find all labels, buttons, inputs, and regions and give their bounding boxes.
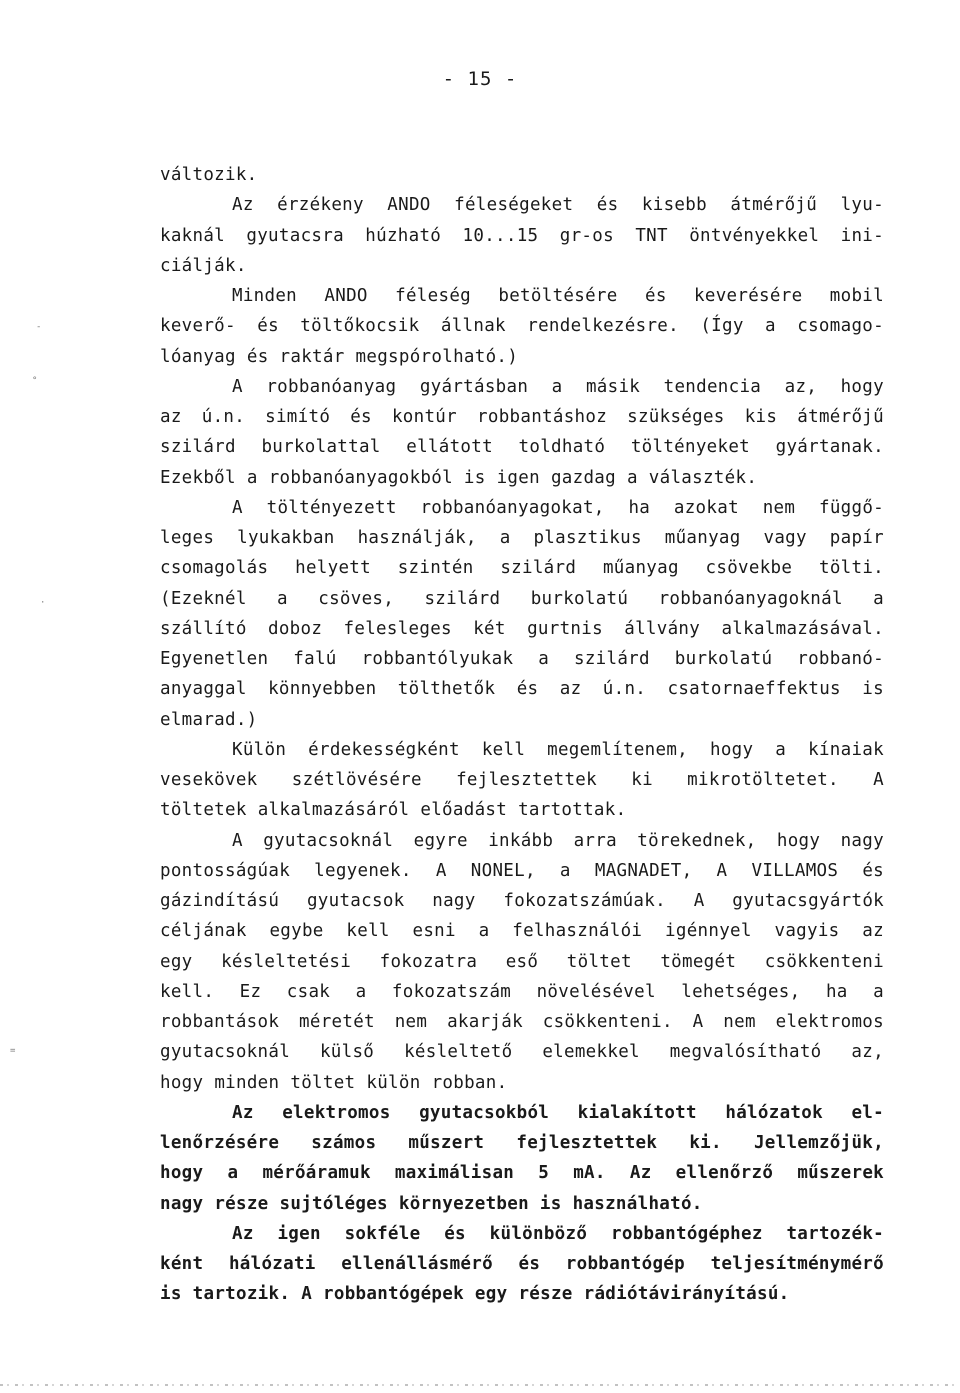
text-line: [160, 916, 884, 946]
word: robbantólyukak: [361, 649, 514, 669]
word: különböző: [489, 1223, 588, 1244]
word: elemekkel: [542, 1042, 640, 1063]
word: az: [559, 679, 582, 700]
word: környezetben: [398, 1193, 529, 1214]
word: betöltésére: [498, 286, 618, 306]
word: ú.n.: [201, 407, 246, 427]
word: csövekbe: [705, 558, 793, 579]
word: fejlesztettek: [456, 770, 597, 790]
text-line: [160, 765, 884, 795]
scan-speck: -: [36, 322, 42, 332]
word: állnak: [440, 316, 506, 337]
word: gyutacsoknál: [160, 1042, 291, 1063]
word: falú: [293, 649, 337, 669]
word: (Így: [700, 316, 744, 337]
word: robbantások: [160, 1012, 280, 1032]
word: a: [775, 739, 787, 760]
word: tartozék-: [786, 1223, 884, 1244]
word: a: [277, 588, 288, 609]
word: egy: [474, 1284, 508, 1305]
word: könnyebben: [268, 679, 377, 700]
text-line: [160, 674, 884, 704]
word: robban.: [431, 1072, 508, 1093]
text-line: [160, 251, 884, 281]
word: egyre: [413, 830, 468, 851]
word: robbanóanyagokat,: [420, 497, 605, 518]
word: elektromos: [775, 1012, 884, 1032]
word: A: [692, 1012, 704, 1032]
word: csöves,: [318, 588, 395, 609]
word: Egyenetlen: [160, 649, 269, 669]
word: törekednek,: [637, 830, 757, 851]
word: robbantógépek: [323, 1284, 464, 1305]
word: hálózatok: [725, 1102, 823, 1123]
word: tömegét: [660, 951, 737, 972]
word: A: [232, 497, 243, 518]
word: tendencia: [663, 376, 762, 397]
text-line: [160, 311, 884, 341]
word: legyenek.: [314, 860, 412, 881]
word: hogy: [776, 830, 821, 851]
word: a: [478, 921, 490, 942]
word: alkalmazásáról: [257, 800, 410, 821]
word: NONEL,: [470, 860, 536, 881]
word: választék.: [648, 467, 758, 488]
text-line: [160, 1219, 884, 1249]
word: kis: [744, 407, 778, 427]
word: mérőáramuk: [262, 1163, 371, 1184]
scan-speck: ·: [40, 598, 46, 608]
word: simító: [265, 407, 331, 427]
word: ki.: [689, 1133, 722, 1153]
word: és: [644, 286, 667, 306]
word: műszert: [408, 1133, 485, 1153]
word: Az: [232, 195, 254, 216]
text-line: [160, 886, 884, 916]
word: az,: [784, 376, 818, 397]
word: ú.n.: [602, 679, 647, 700]
word: pontosságúak: [160, 860, 291, 881]
word: is: [539, 1193, 562, 1214]
word: szilárd: [500, 558, 577, 579]
word: is: [463, 467, 486, 488]
word: kínaiak: [808, 739, 884, 760]
word: vagyis: [774, 921, 840, 942]
word: lóanyag: [160, 346, 236, 367]
word: megspórolható.): [355, 346, 519, 367]
word: robbantógép: [565, 1254, 685, 1274]
word: Külön: [232, 739, 287, 760]
word: szilárd: [574, 649, 650, 669]
page-number: - 15 -: [442, 68, 518, 90]
word: A: [716, 860, 728, 881]
word: nem: [723, 1012, 756, 1032]
word: mobil: [829, 286, 884, 306]
word: papír: [829, 528, 884, 548]
word: másik: [585, 376, 641, 397]
word: igen: [277, 1223, 321, 1244]
word: hogy: [160, 1163, 204, 1184]
word: töltőkocsik: [300, 316, 420, 337]
word: és: [246, 346, 269, 367]
word: kaknál: [160, 225, 226, 246]
text-line: [160, 1068, 884, 1098]
word: toldható: [518, 437, 606, 458]
word: keverő-: [160, 316, 236, 337]
text-line: [160, 644, 884, 674]
text-line: [160, 493, 884, 523]
word: gyutacsokból: [419, 1102, 550, 1123]
word: húzható: [365, 225, 442, 246]
word: ellenőrző: [675, 1163, 774, 1184]
word: akarják: [447, 1012, 523, 1032]
word: gyutacsra: [246, 225, 344, 246]
word: elmarad.): [160, 709, 258, 730]
word: szintén: [397, 558, 474, 579]
word: és: [350, 407, 372, 427]
word: ellenállásmérő: [341, 1254, 493, 1274]
word: egybe: [269, 921, 324, 942]
word: töltényezett: [266, 497, 397, 518]
word: ANDO: [387, 195, 431, 216]
word: ha: [825, 981, 848, 1002]
word: vesekövek: [160, 770, 258, 790]
text-line: [160, 584, 884, 614]
word: töltet: [290, 1072, 356, 1093]
word: töltényeket: [630, 437, 751, 458]
word: A: [232, 830, 243, 851]
word: alkalmazásával.: [721, 618, 884, 639]
word: szétlövésére: [291, 770, 422, 790]
word: hogy: [840, 376, 884, 397]
word: függő-: [818, 497, 884, 518]
word: a: [499, 528, 511, 548]
word: a: [626, 467, 638, 488]
word: MAGNADET,: [594, 860, 693, 881]
word: inkább: [488, 830, 554, 851]
word: és: [518, 1254, 541, 1274]
word: tölthetők: [397, 679, 496, 700]
word: a: [355, 981, 367, 1002]
text-line: [160, 1249, 884, 1279]
word: kell: [346, 921, 390, 942]
word: robbantógéphez: [610, 1223, 763, 1244]
word: A: [435, 860, 447, 881]
word: felhasználói: [512, 921, 643, 942]
word: öntvényekkel: [689, 225, 820, 246]
word: gr-os: [559, 225, 614, 246]
word: gázindítású: [160, 891, 280, 911]
word: mA.: [573, 1163, 606, 1184]
word: eső: [505, 951, 539, 972]
word: külső: [319, 1042, 375, 1063]
word: fokozatszám: [391, 981, 512, 1002]
word: nagy: [840, 830, 884, 851]
word: gyutacsoknál: [263, 830, 394, 851]
word: A: [873, 770, 884, 790]
text-line: [160, 1037, 884, 1067]
word: késleltető: [404, 1042, 513, 1063]
word: csak: [286, 981, 331, 1002]
text-line: [160, 342, 884, 372]
word: külön: [366, 1072, 421, 1093]
word: használható.: [572, 1193, 703, 1214]
word: céljának: [160, 921, 247, 942]
word: Az: [232, 1102, 254, 1123]
word: lyu-: [840, 195, 884, 216]
text-line: [160, 947, 884, 977]
text-line: [160, 705, 884, 735]
word: ANDO: [324, 286, 368, 306]
word: teljesítménymérő: [710, 1254, 884, 1274]
word: doboz: [268, 618, 323, 639]
word: Az: [629, 1163, 652, 1184]
word: része: [518, 1284, 573, 1305]
word: hálózati: [228, 1254, 316, 1274]
word: csomagolás: [160, 558, 269, 579]
text-line: [160, 977, 884, 1007]
word: Ezekből: [160, 467, 236, 488]
word: ki: [631, 770, 653, 790]
text-line: [160, 190, 884, 220]
word: robbantáshoz: [477, 407, 608, 427]
word: lehetséges,: [681, 981, 801, 1002]
word: része: [214, 1193, 269, 1214]
text-line: [160, 1128, 884, 1158]
word: sujtóléges: [279, 1193, 388, 1214]
text-line: [160, 614, 884, 644]
word: (Ezeknél: [160, 588, 247, 609]
word: érzékeny: [277, 195, 364, 216]
word: lyukakban: [237, 528, 335, 548]
text-line: [160, 856, 884, 886]
word: műszerek: [797, 1163, 884, 1184]
text-line: [160, 826, 884, 856]
text-line: [160, 1189, 884, 1219]
word: nagy: [160, 1193, 204, 1214]
word: a: [765, 316, 776, 337]
word: lenőrzésére: [160, 1133, 280, 1153]
word: műanyag: [602, 558, 679, 579]
word: fejlesztettek: [516, 1133, 658, 1153]
word: nem: [394, 1012, 428, 1032]
word: változik.: [160, 165, 258, 185]
word: gazdag: [550, 467, 616, 488]
word: egy: [160, 951, 193, 972]
scan-speck: °: [32, 376, 38, 386]
word: a: [538, 649, 550, 669]
word: ként: [160, 1254, 204, 1274]
word: burkolatú: [530, 588, 629, 609]
word: kialakított: [577, 1102, 697, 1123]
word: A: [301, 1284, 313, 1305]
word: anyaggal: [160, 679, 247, 700]
word: azokat: [673, 497, 739, 518]
word: és: [596, 195, 619, 216]
word: ciálják.: [160, 255, 247, 276]
word: gyártanak.: [775, 437, 884, 458]
word: is: [862, 679, 884, 700]
word: gyártásban: [419, 376, 529, 397]
word: rendelkezésre.: [527, 316, 679, 337]
text-line: [160, 1098, 884, 1128]
word: és: [516, 679, 539, 700]
text-line: [160, 221, 884, 251]
word: előadást: [420, 800, 508, 821]
scan-artifact-line: [0, 1384, 960, 1386]
word: elektromos: [282, 1102, 391, 1123]
word: az: [862, 921, 884, 942]
word: el-: [851, 1102, 884, 1123]
word: megvalósítható: [669, 1042, 822, 1063]
text-line: [160, 523, 884, 553]
word: igénnyel: [665, 921, 752, 942]
word: Minden: [232, 286, 298, 306]
word: gurtnis: [527, 618, 603, 639]
word: A: [232, 376, 243, 397]
word: szilárd: [160, 437, 236, 458]
word: felesleges: [343, 618, 452, 639]
word: Az: [232, 1223, 254, 1244]
word: átmérőjű: [730, 195, 818, 216]
word: töltet: [566, 951, 632, 972]
word: sokféle: [344, 1223, 421, 1244]
word: a: [551, 376, 563, 397]
text-line: [160, 281, 884, 311]
word: robbanóanyagokból: [268, 467, 453, 488]
word: nagy: [432, 891, 476, 911]
word: töltetek: [160, 800, 247, 821]
word: kontúr: [391, 407, 457, 427]
word: burkolattal: [261, 437, 381, 458]
word: vagy: [763, 528, 807, 548]
word: robbanó-: [797, 649, 884, 669]
word: csökkenteni.: [542, 1012, 673, 1032]
word: VILLAMOS: [751, 860, 839, 881]
body-text: [160, 160, 884, 1310]
word: hogy: [709, 739, 754, 760]
word: robbanóanyag: [266, 376, 397, 397]
text-line: [160, 432, 884, 462]
word: Ez: [239, 981, 262, 1002]
word: az,: [851, 1042, 884, 1063]
word: 5: [538, 1163, 550, 1184]
word: növelésével: [536, 981, 656, 1002]
word: állvány: [624, 618, 701, 639]
word: féleségeket: [454, 195, 574, 216]
word: méretét: [299, 1012, 375, 1032]
word: 10...15: [462, 225, 539, 246]
word: plasztikus: [533, 528, 642, 548]
word: raktár: [279, 346, 345, 367]
word: gyutacsgyártók: [732, 891, 884, 911]
scan-speck: =: [10, 1046, 16, 1056]
word: két: [473, 618, 506, 639]
word: használják,: [357, 528, 477, 548]
text-line: [160, 463, 884, 493]
text-line: [160, 553, 884, 583]
word: és: [257, 316, 279, 337]
word: késleltetési: [221, 951, 352, 972]
word: fokozatszámúak.: [503, 891, 666, 911]
word: szilárd: [424, 588, 501, 609]
word: csökkenteni: [764, 951, 884, 972]
word: csomago-: [797, 316, 884, 337]
text-line: [160, 402, 884, 432]
word: esni: [412, 921, 456, 942]
word: a: [559, 860, 571, 881]
word: leges: [160, 528, 215, 548]
word: minden: [214, 1072, 280, 1093]
word: fokozatra: [379, 951, 478, 972]
text-line: [160, 1158, 884, 1188]
word: rádiótávirányítású.: [583, 1284, 790, 1305]
word: A: [693, 891, 705, 911]
word: és: [862, 860, 884, 881]
word: csatornaeffektus: [667, 679, 841, 700]
word: TNT: [635, 225, 668, 246]
word: a: [873, 588, 884, 609]
word: mikrotöltetet.: [687, 770, 839, 790]
word: nem: [762, 497, 796, 518]
word: ha: [628, 497, 651, 518]
word: és: [444, 1223, 466, 1244]
word: robbanóanyagoknál: [658, 588, 843, 609]
word: féleség: [395, 286, 471, 306]
word: érdekességként: [308, 739, 460, 760]
word: átmérőjű: [797, 407, 884, 427]
word: igen: [496, 467, 540, 488]
word: gyutacsok: [306, 891, 405, 911]
word: szállító: [160, 618, 247, 639]
word: kell: [481, 739, 526, 760]
text-line: [160, 372, 884, 402]
text-line: [160, 1279, 884, 1309]
word: keverésére: [694, 286, 803, 306]
text-line: [160, 735, 884, 765]
word: a: [227, 1163, 239, 1184]
word: Jellemzőjük,: [753, 1133, 884, 1153]
word: számos: [311, 1133, 377, 1153]
word: kell.: [160, 981, 215, 1002]
word: burkolatú: [674, 649, 773, 669]
word: tölti.: [818, 558, 884, 579]
word: szükséges: [627, 407, 725, 427]
word: arra: [573, 830, 617, 851]
word: a: [873, 981, 884, 1002]
text-line: [160, 160, 884, 190]
word: helyett: [295, 558, 371, 579]
text-line: [160, 1007, 884, 1037]
word: az: [160, 407, 182, 427]
text-line: [160, 795, 884, 825]
word: is: [160, 1284, 182, 1305]
word: műanyag: [664, 528, 741, 548]
word: ini-: [840, 225, 884, 246]
word: ellátott: [406, 437, 493, 458]
word: kisebb: [641, 195, 707, 216]
word: a: [246, 467, 258, 488]
word: maximálisan: [394, 1163, 515, 1184]
word: megemlítenem,: [547, 739, 689, 760]
word: hogy: [160, 1072, 204, 1093]
word: tartottak.: [518, 800, 627, 821]
word: tartozik.: [192, 1284, 291, 1305]
